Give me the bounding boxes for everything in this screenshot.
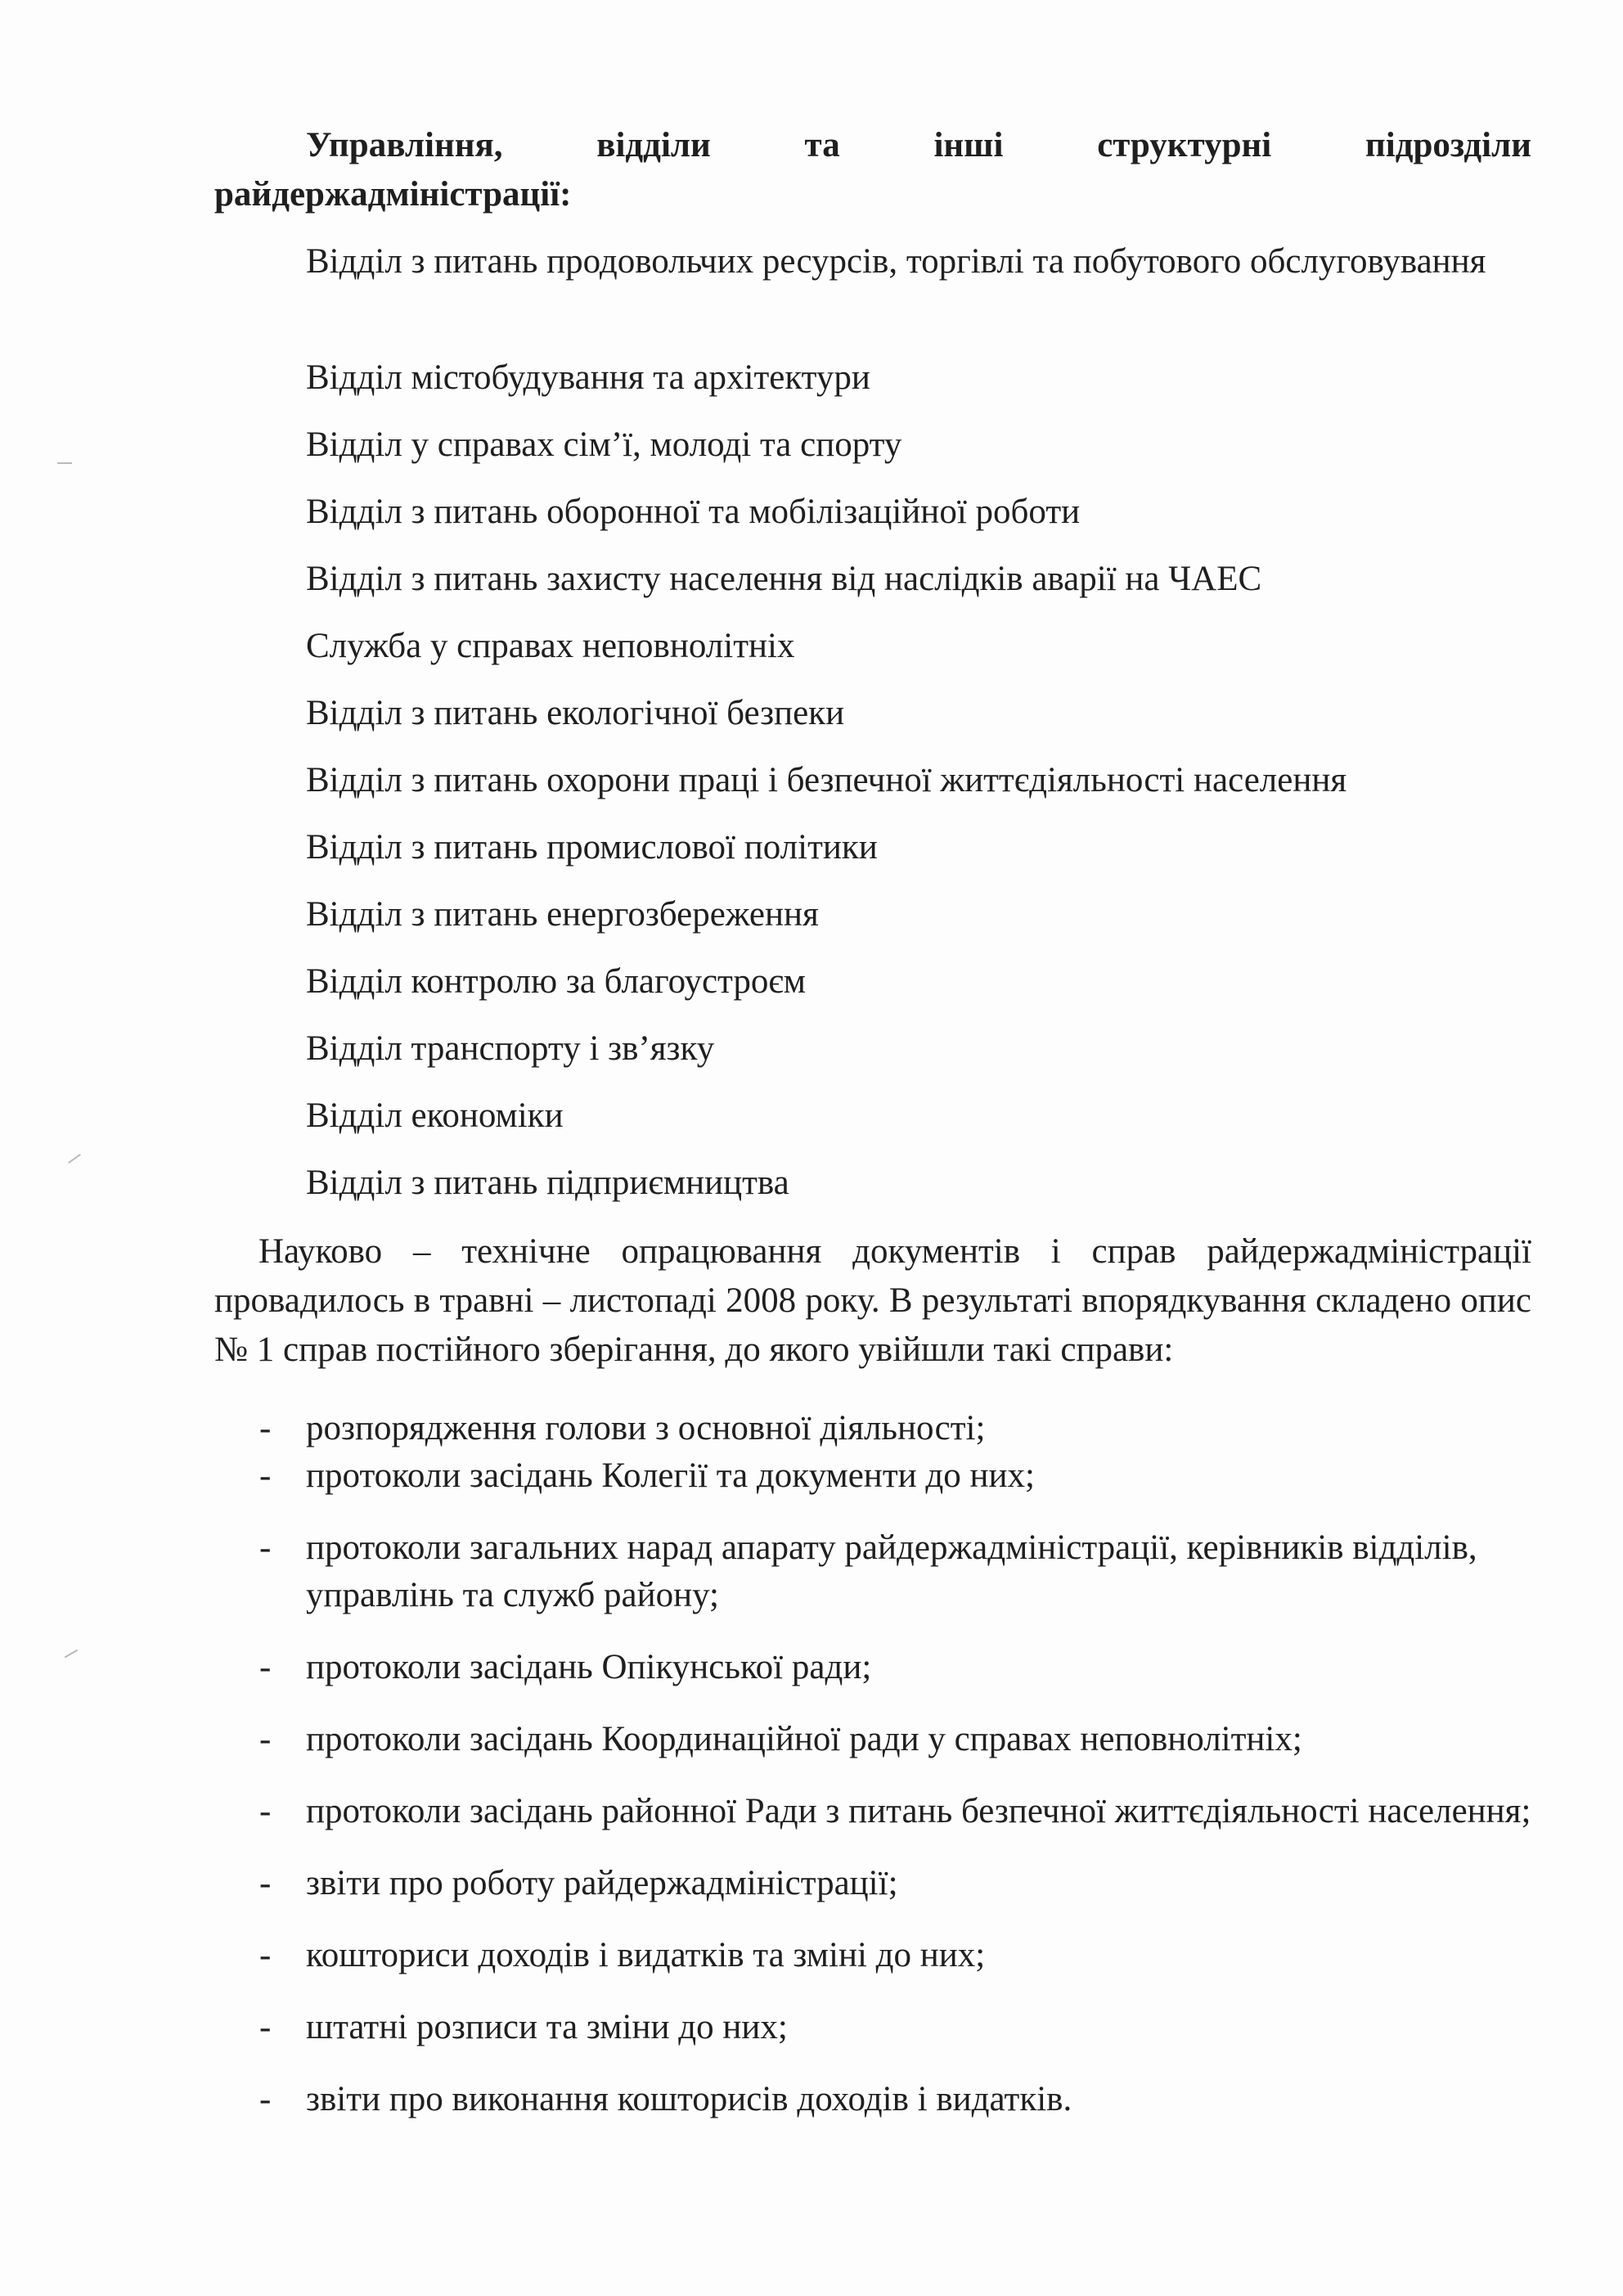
- bullet-dash: -: [259, 1936, 272, 1974]
- file-item: [214, 1405, 1531, 1452]
- department-item: Відділ економіки: [306, 1096, 564, 1135]
- heading-word: та: [804, 126, 840, 164]
- department-item: Служба у справах неповнолітніх: [306, 627, 795, 665]
- department-item: Відділ транспорту і зв’язку: [306, 1029, 715, 1068]
- file-item: [214, 2076, 1531, 2123]
- scan-artifact: [68, 1154, 81, 1164]
- section-heading: [214, 121, 1531, 219]
- scan-artifact: [57, 462, 72, 464]
- department-item: Відділ з питань захисту населення від наслідків аварії на ЧАЕС: [306, 560, 1262, 598]
- files-list: [214, 1405, 1531, 2123]
- file-item-text: протоколи засідань Координаційної ради у справах неповнолітніх;: [306, 1720, 1302, 1758]
- file-item: [214, 2004, 1531, 2051]
- heading-word: підрозділи: [1365, 126, 1531, 164]
- file-item-text: звіти про виконання кошторисів доходів і видатків.: [306, 2080, 1072, 2118]
- file-item: [214, 1860, 1531, 1907]
- bullet-dash: -: [259, 1648, 272, 1686]
- file-item-text: протоколи засідань районної Ради з питань безпечної життєдіяльності населення;: [306, 1792, 1531, 1830]
- bullet-dash: -: [259, 1792, 272, 1830]
- department-item: Відділ містобудування та архітектури: [306, 358, 870, 397]
- bullet-dash: -: [259, 1409, 272, 1447]
- summary-paragraph: Науково – технічне опрацювання документів і справ райдержадміністрації провадилось в травні – листопаді 2008 року. В результаті впорядкування складено опис № 1 справ постійного зберігання, до якого увійшли такі справи:: [214, 1232, 1531, 1369]
- department-item: Відділ з питань оборонної та мобілізаційної роботи: [306, 493, 1081, 531]
- file-item: [214, 1788, 1531, 1835]
- bullet-dash: -: [259, 1720, 272, 1758]
- heading-word: структурні: [1097, 126, 1272, 164]
- bullet-dash: -: [259, 2008, 272, 2046]
- department-item: Відділ з питань екологічної безпеки: [306, 694, 845, 732]
- heading-line-1: [214, 121, 1531, 170]
- file-item-text: кошториси доходів і видатків та зміні до них;: [306, 1936, 986, 1974]
- heading-line-2: райдержадміністрації:: [214, 175, 572, 214]
- department-item: Відділ з питань підприємництва: [306, 1164, 789, 1202]
- heading-word: інші: [933, 126, 1004, 164]
- file-item: [214, 1716, 1531, 1763]
- bullet-dash: -: [259, 1456, 272, 1495]
- heading-word: відділи: [596, 126, 711, 164]
- file-item-text: протоколи засідань Колегії та документи до них;: [306, 1456, 1035, 1495]
- department-item: Відділ контролю за благоустроєм: [306, 962, 807, 1001]
- department-item: Відділ у справах сім’ї, молоді та спорту: [306, 425, 902, 464]
- file-item: [214, 1452, 1531, 1500]
- bullet-dash: -: [259, 1528, 272, 1567]
- department-item: Відділ з питань енергозбереження: [306, 895, 819, 934]
- department-item: Відділ з питань охорони праці і безпечної життєдіяльності населення: [306, 761, 1347, 799]
- department-list: [306, 353, 1347, 1226]
- bullet-dash: -: [259, 2080, 272, 2118]
- file-item-text: протоколи загальних нарад апарату райдержадміністрації, керівників відділів, управлінь та служб району;: [306, 1528, 1477, 1614]
- department-intro: Відділ з питань продовольчих ресурсів, торгівлі та побутового обслуговування: [306, 242, 1486, 281]
- file-item: [214, 1644, 1531, 1691]
- heading-word: Управління,: [306, 126, 503, 164]
- file-item: [214, 1932, 1531, 1979]
- bullet-dash: -: [259, 1864, 272, 1902]
- department-item: Відділ з питань промислової політики: [306, 828, 878, 867]
- file-item-text: звіти про роботу райдержадміністрації;: [306, 1864, 898, 1902]
- scan-artifact: [65, 1650, 79, 1659]
- file-item-text: протоколи засідань Опікунської ради;: [306, 1648, 872, 1686]
- file-item-text: розпорядження голови з основної діяльності;: [306, 1409, 986, 1447]
- file-item: [214, 1524, 1531, 1619]
- file-item-text: штатні розписи та зміни до них;: [306, 2008, 788, 2046]
